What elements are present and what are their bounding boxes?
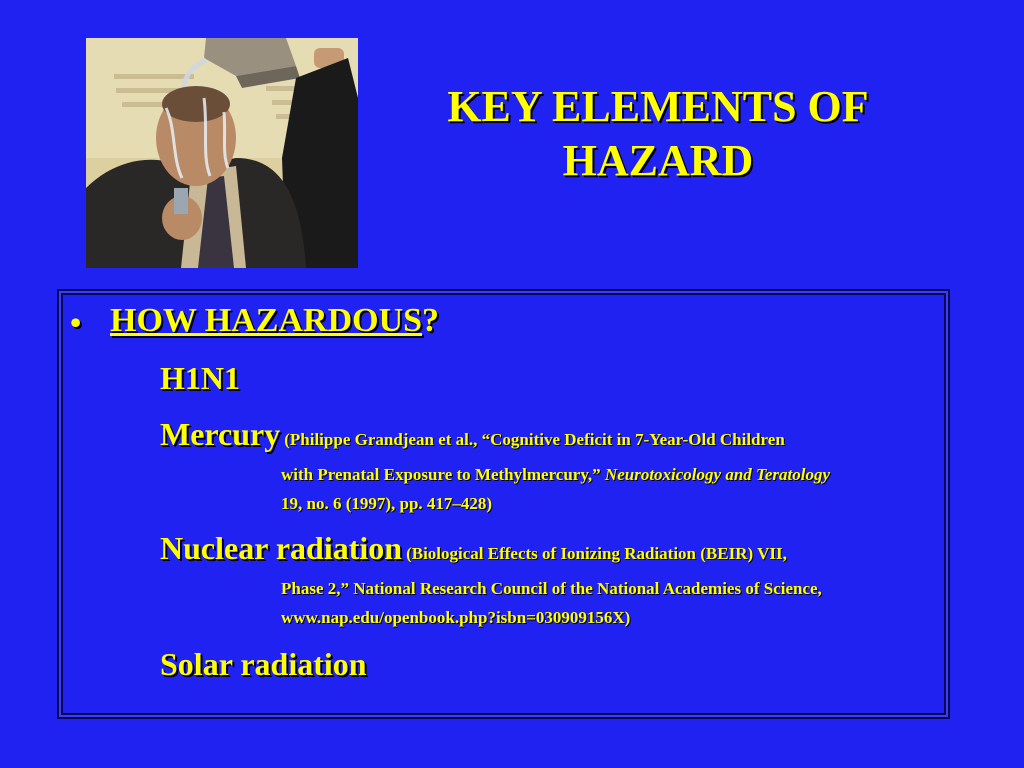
bullet-heading <box>110 302 439 340</box>
nuclear-ref-line-1: (Biological Effects of Ionizing Radiation (BEIR) VII, <box>406 544 787 563</box>
mercury-label: Mercury <box>160 416 281 452</box>
mercury-ref-line-3: 19, no. 6 (1997), pp. 417–428) <box>281 494 493 513</box>
mercury-journal-title: Neurotoxicology and Teratology <box>604 465 831 484</box>
mercury-ref-line-2 <box>281 465 830 485</box>
mercury-ref-line-1: (Philippe Grandjean et al., “Cognitive Deficit in 7-Year-Old Children <box>284 430 785 449</box>
nuclear-ref-line-2: Phase 2,” National Research Council of the National Academies of Science, <box>281 579 822 598</box>
title-line-2: HAZARD <box>562 136 754 185</box>
bullet-heading-text: HOW HAZARDOUS <box>110 302 423 339</box>
title-line-1: KEY ELEMENTS OF <box>447 82 869 131</box>
slide-title <box>388 80 928 188</box>
bullet-heading-suffix: ? <box>422 302 440 339</box>
item-nuclear-radiation <box>160 530 787 567</box>
item-mercury <box>160 416 785 453</box>
nuclear-label: Nuclear radiation <box>160 530 403 566</box>
item-solar-radiation: Solar radiation <box>160 646 367 682</box>
man-pouring-liquid-image <box>86 38 358 268</box>
item-h1n1: H1N1 <box>160 360 240 396</box>
nuclear-ref-line-3: www.nap.edu/openbook.php?isbn=030909156X) <box>281 608 631 627</box>
mercury-ref-line-2-plain: with Prenatal Exposure to Methylmercury,” <box>281 465 605 484</box>
bullet-marker: • <box>70 304 82 340</box>
